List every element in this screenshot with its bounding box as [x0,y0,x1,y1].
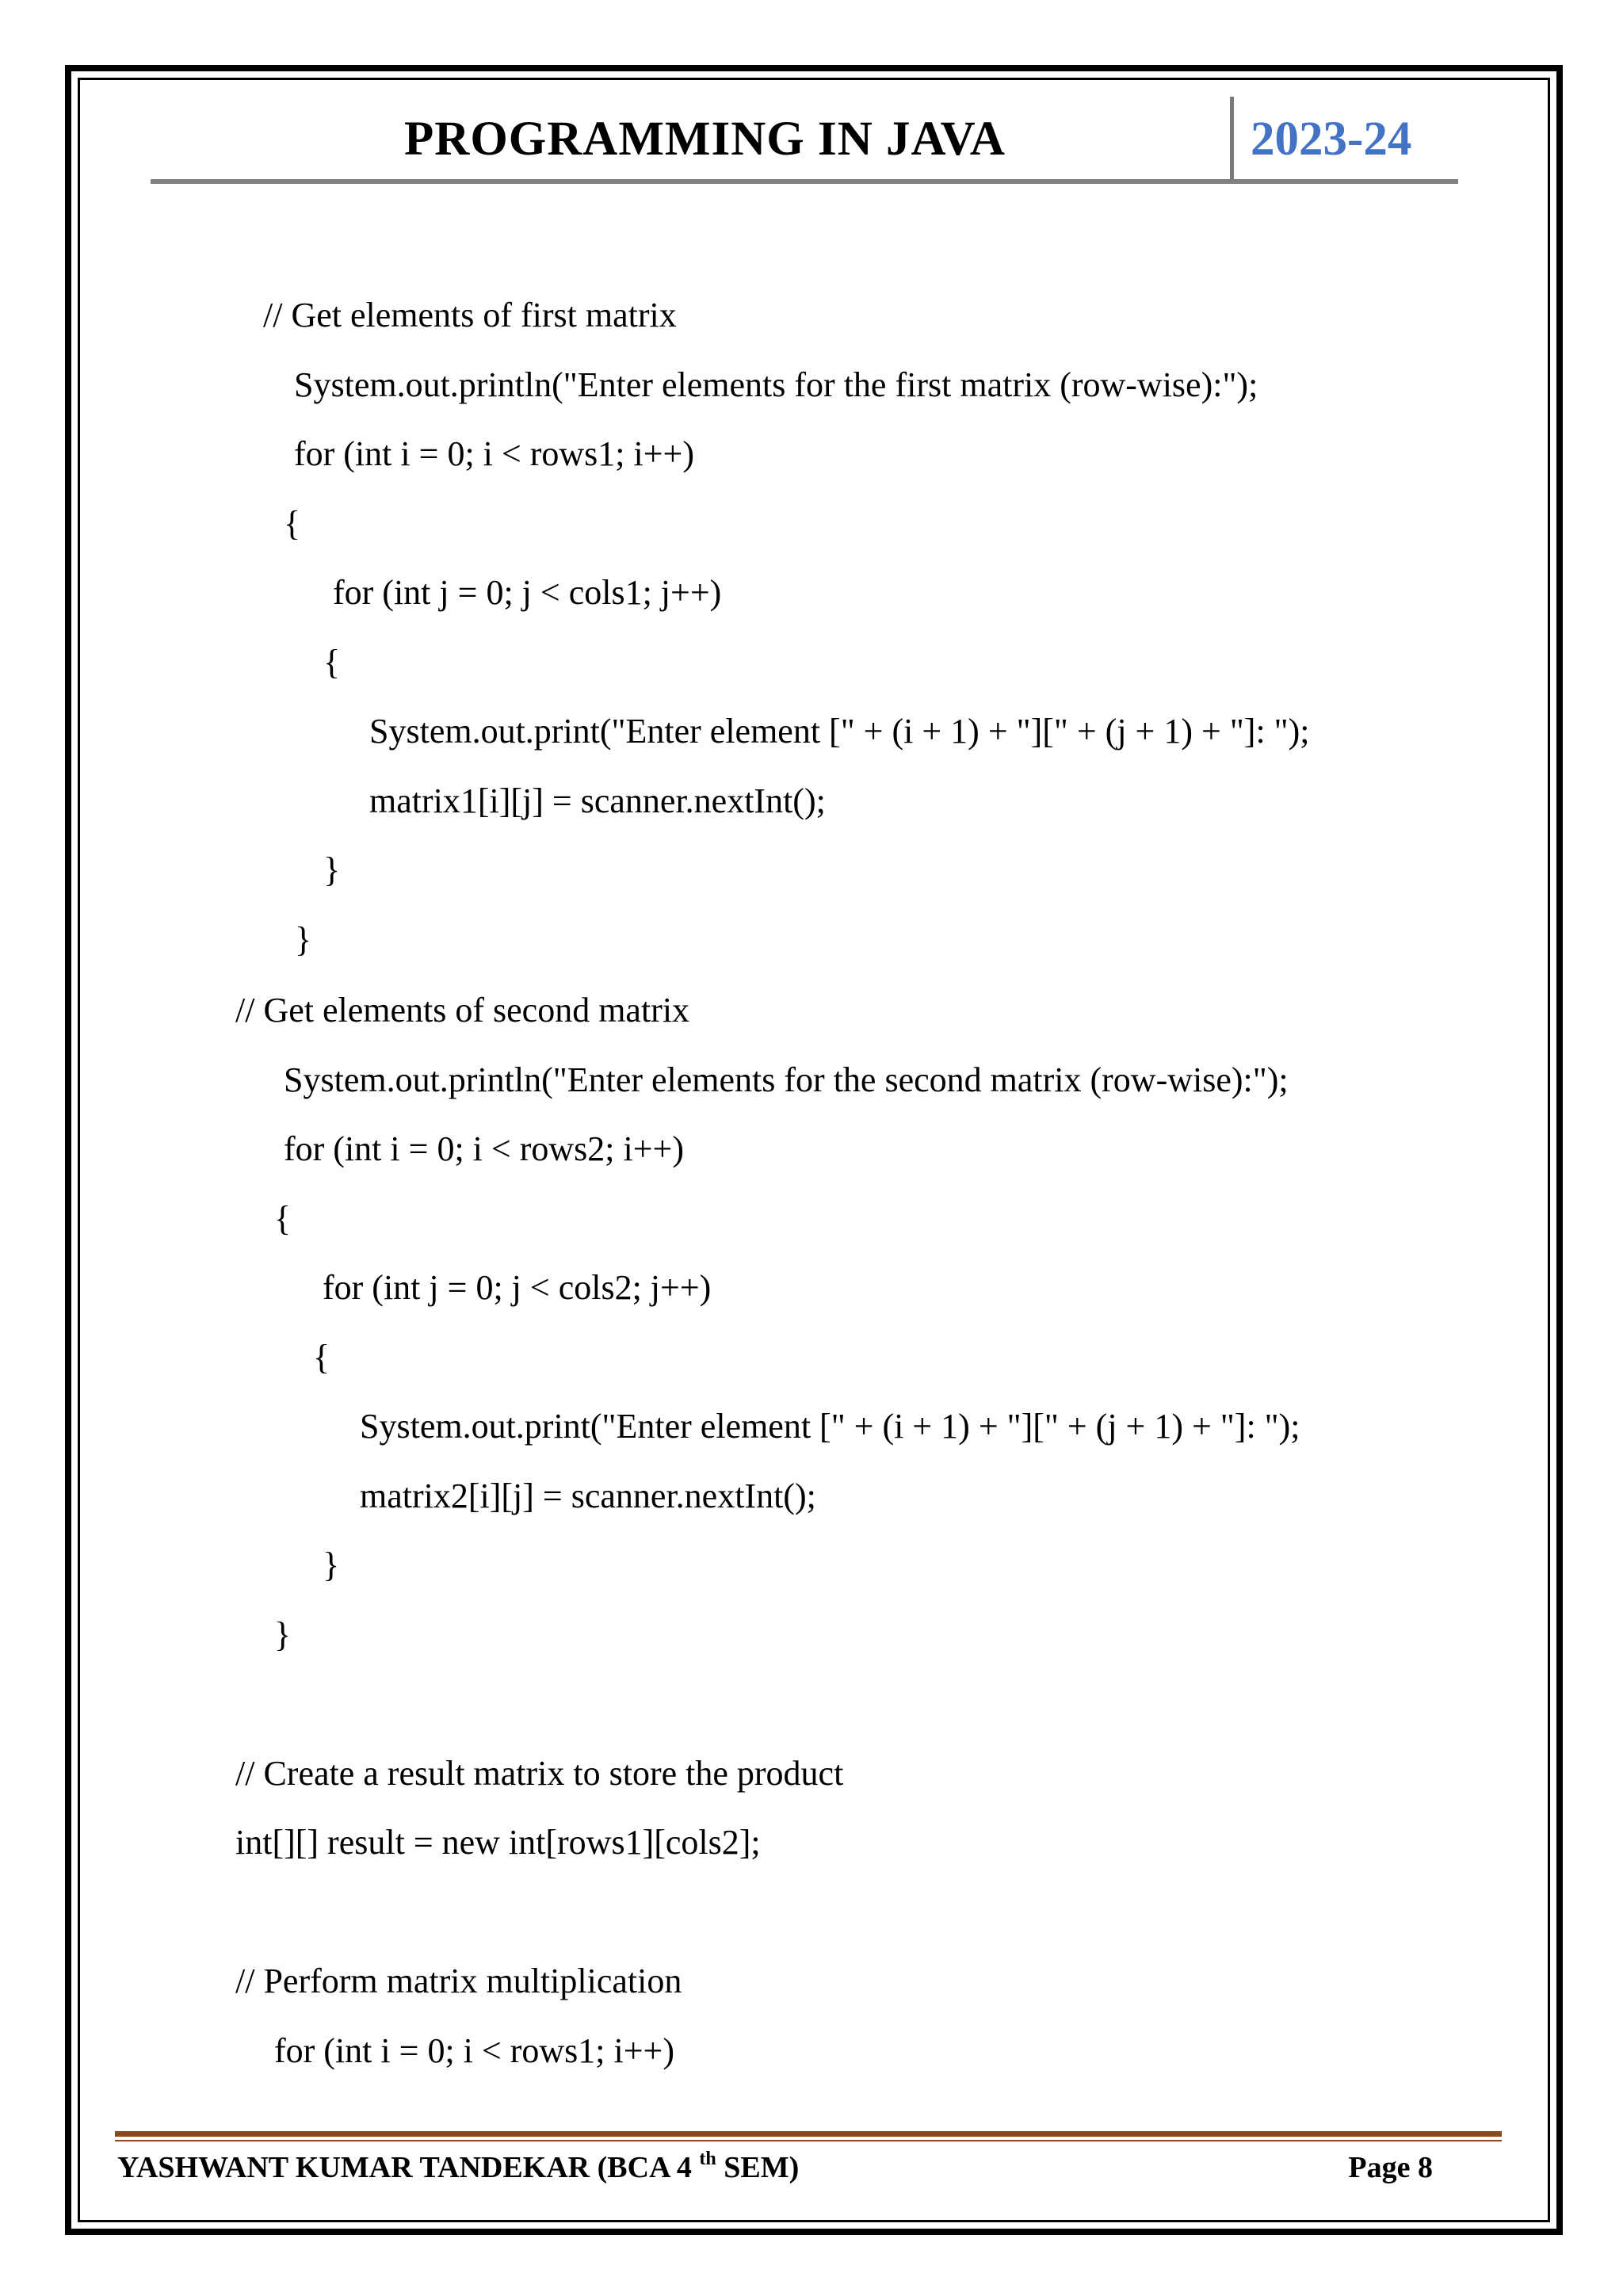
code-line: // Perform matrix multiplication [235,1962,682,2000]
code-line: for (int i = 0; i < rows1; i++) [294,434,694,473]
code-line: { [323,643,341,682]
code-line: int[][] result = new int[rows1][cols2]; [235,1823,761,1862]
header-separator [1230,97,1234,182]
header-title: PROGRAMMING IN JAVA [404,113,1006,166]
header-rule [151,179,1458,184]
code-line: for (int i = 0; i < rows2; i++) [284,1129,684,1168]
code-line: System.out.print("Enter element [" + (i + 1) + "][" + (j + 1) + "]: "); [369,712,1310,751]
page-number: Page 8 [1348,2151,1433,2184]
footer-rule-thin [115,2140,1502,2141]
code-line: } [274,1615,292,1654]
code-line: System.out.println("Enter elements for the second matrix (row-wise):"); [284,1060,1289,1099]
code-line: } [323,850,341,889]
code-line: System.out.print("Enter element [" + (i + 1) + "][" + (j + 1) + "]: "); [360,1407,1300,1446]
footer-author [117,2149,799,2186]
header-year: 2023-24 [1251,113,1412,166]
code-line: // Create a result matrix to store the product [235,1754,844,1793]
code-line: System.out.println("Enter elements for the first matrix (row-wise):"); [294,365,1258,404]
code-line: } [295,920,312,959]
code-line: for (int j = 0; j < cols1; j++) [333,573,722,612]
code-line: // Get elements of second matrix [235,991,690,1030]
code-line: matrix1[i][j] = scanner.nextInt(); [369,781,826,820]
code-line: { [313,1338,330,1377]
code-line: // Get elements of first matrix [263,296,677,334]
code-line: for (int j = 0; j < cols2; j++) [323,1268,712,1307]
footer-author-suffix: SEM) [716,2151,800,2184]
footer-author-superscript: th [699,2149,716,2169]
code-line: matrix2[i][j] = scanner.nextInt(); [360,1477,816,1515]
code-line: for (int i = 0; i < rows1; i++) [274,2031,674,2070]
footer-author-prefix: YASHWANT KUMAR TANDEKAR (BCA 4 [117,2151,692,2184]
code-line: { [284,504,301,543]
footer-rule [115,2131,1502,2137]
code-line: } [323,1545,340,1584]
code-line: { [274,1199,292,1238]
